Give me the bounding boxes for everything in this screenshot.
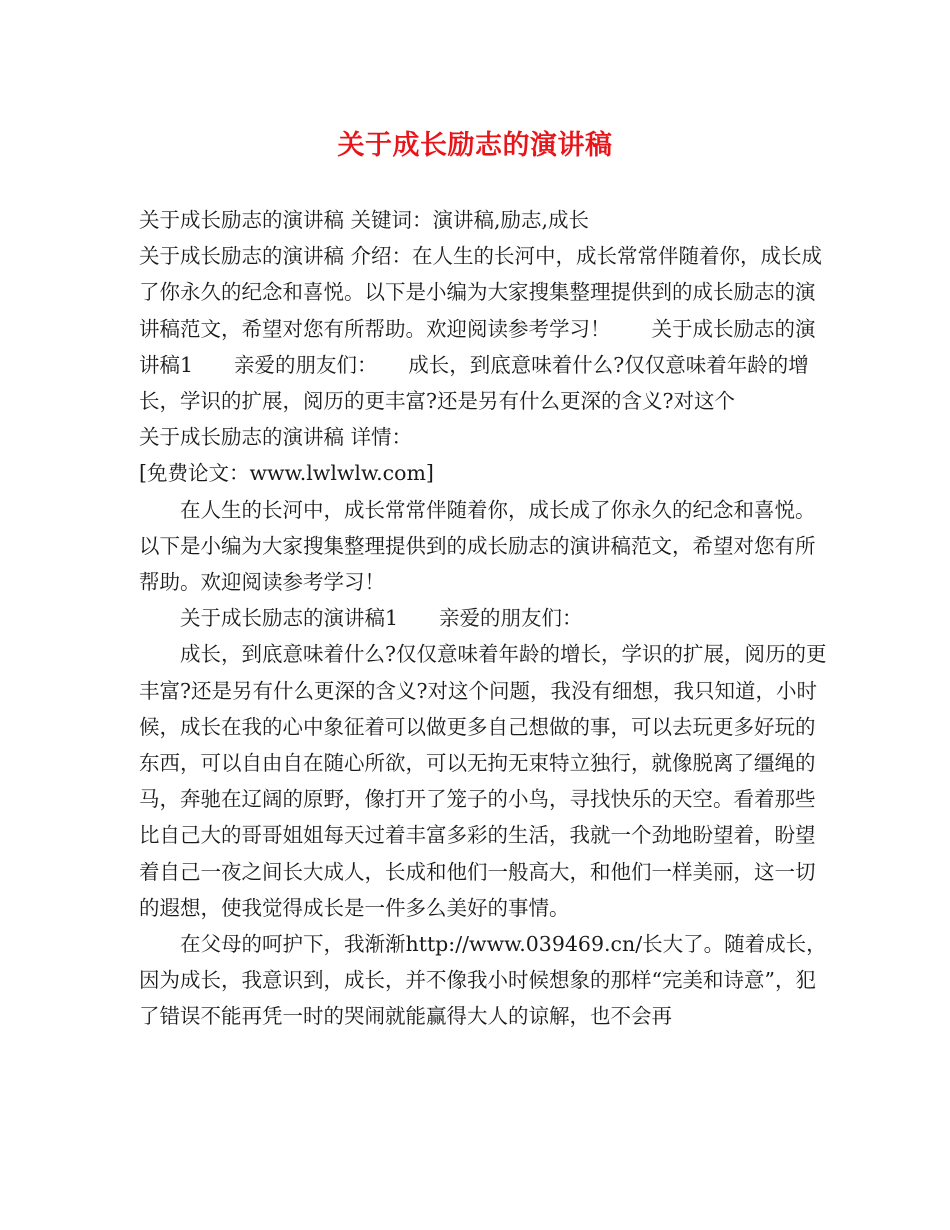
intro-line: 关于成长励志的演讲稿 介绍：在人生的长河中，成长常常伴随着你，成长成了你永久的纪念和喜悦。以下是小编为大家搜集整理提供到的成长励志的演讲稿范文，希望对您有所帮助。欢迎阅读参考学习！ 关于成长励志的演讲稿1 亲爱的朋友们： 成长，到底意味着什么?仅仅意味着年龄的增长，学识的扩展，阅历的更丰富?还是另有什么更深的含义?对这个 xyxy=(139,244,823,414)
paragraph: 成长，到底意味着什么?仅仅意味着年龄的增长，学识的扩展，阅历的更丰富?还是另有什么更深的含义?对这个问题，我没有细想，我只知道，小时候，成长在我的心中象征着可以做更多自己想做的事，可以去玩更多好玩的东西，可以自由自在随心所欲，可以无拘无束特立独行，就像脱离了缰绳的马，奔驰在辽阔的原野，像打开了笼子的小鸟，寻找快乐的天空。看着那些比自己大的哥哥姐姐每天过着丰富多彩的生活，我就一个劲地盼望着，盼望着自己一夜之间长大成人，长成和他们一般高大，和他们一样美丽，这一切的遐想，使我觉得成长是一件多么美好的事情。 xyxy=(139,642,827,920)
document-title: 关于成长励志的演讲稿 xyxy=(337,130,613,161)
paragraph: 在人生的长河中，成长常常伴随着你，成长成了你永久的纪念和喜悦。以下是小编为大家搜集整理提供到的成长励志的演讲稿范文，希望对您有所帮助。欢迎阅读参考学习！ xyxy=(139,497,816,595)
details-line: 关于成长励志的演讲稿 详情： xyxy=(139,425,413,450)
paragraph: 关于成长励志的演讲稿1 亲爱的朋友们： xyxy=(180,606,583,631)
keywords-line: 关于成长励志的演讲稿 关键词：演讲稿,励志,成长 xyxy=(139,208,590,232)
document-body xyxy=(139,202,829,1035)
source-line: [免费论文：www.lwlwlw.com] xyxy=(139,461,434,486)
paragraph: 在父母的呵护下，我渐渐http://www.039469.cn/长大了。随着成长，因为成长，我意识到，成长，并不像我小时候想象的那样“完美和诗意”，犯了错误不能再凭一时的哭闹就能赢得大人的谅解，也不会再 xyxy=(139,932,827,1029)
